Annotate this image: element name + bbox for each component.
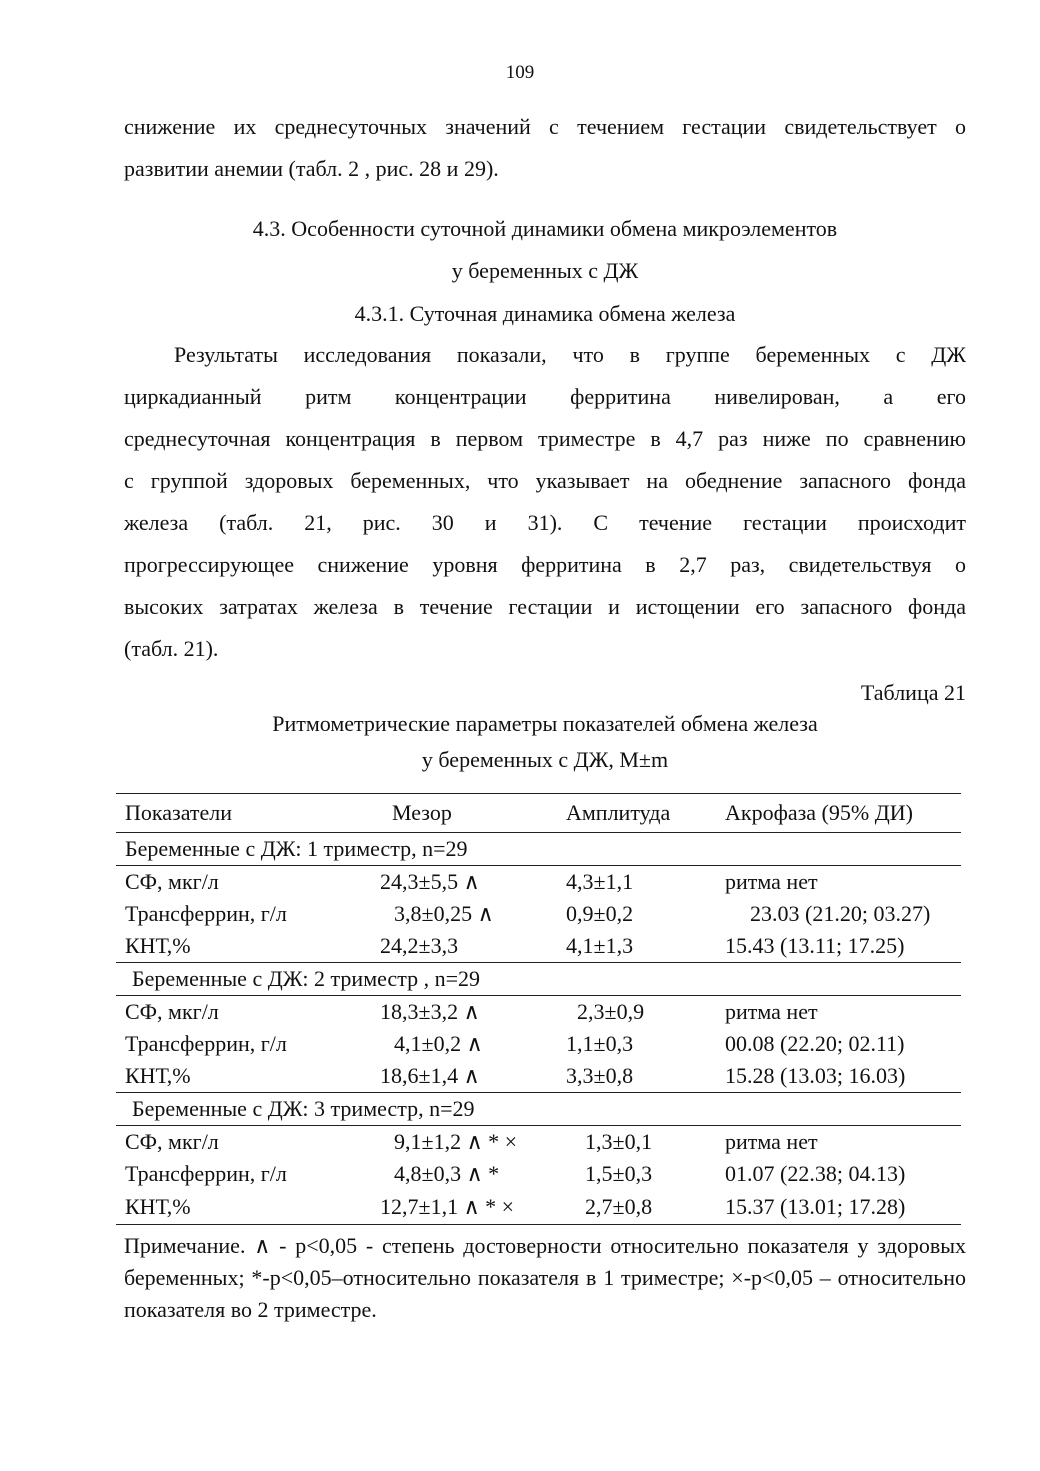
table-cell: СФ, мкг/л — [125, 999, 219, 1024]
table-cell: ритма нет — [725, 1129, 818, 1154]
section-heading-line: у беременных с ДЖ — [451, 258, 639, 283]
table-label: Таблица 21 — [860, 680, 966, 705]
table-cell: 15.37 (13.01; 17.28) — [716, 1190, 961, 1225]
table-cell: 24,2±3,3 — [380, 933, 459, 958]
table-note: Примечание. ∧ - p<0,05 - степень достоверности относительно показателя у здоровых беременных; *-p<0,05–относительно показателя в 1 триместре; ×-p<0,05 – относительно показателя во 2 триместре. — [124, 1233, 966, 1322]
table-cell: 24,3±5,5 ∧ — [380, 869, 480, 894]
table-row — [116, 1190, 961, 1225]
table-row — [116, 1028, 961, 1060]
section-heading-line: 4.3. Особенности суточной динамики обмена микроэлементов — [252, 216, 838, 241]
paragraph-2-line: среднесуточная концентрация в первом триместре в 4,7 раз ниже по сравнению — [124, 426, 966, 451]
paragraph-2-line: прогрессирующее снижение уровня ферритина в 2,7 раз, свидетельствуя о — [124, 552, 966, 577]
table-cell: 15.28 (13.03; 16.03) — [725, 1063, 906, 1088]
paragraph-2 — [124, 334, 966, 670]
table-row — [116, 1126, 961, 1159]
group-title: Беременные с ДЖ: 3 триместр, n=29 — [116, 1093, 961, 1126]
table-caption-line: у беременных с ДЖ, M±m — [421, 747, 669, 772]
group-title-row — [116, 963, 961, 996]
table-cell: 4,3±1,1 — [566, 869, 634, 894]
table-cell: КНТ,% — [116, 1190, 360, 1225]
table-cell: 4,1±1,3 — [566, 933, 634, 958]
table-row — [116, 930, 961, 963]
table-cell: 00.08 (22.20; 02.11) — [725, 1031, 905, 1056]
header-cell: Акрофаза (95% ДИ) — [716, 794, 961, 833]
paragraph-1-line: снижение их среднесуточных значений с течением гестации свидетельствует о — [124, 114, 966, 139]
table-cell: 18,3±3,2 ∧ — [380, 999, 480, 1024]
table-cell: 01.07 (22.38; 04.13) — [725, 1161, 906, 1186]
table-cell: 4,1±0,2 ∧ — [394, 1031, 483, 1056]
table-cell: СФ, мкг/л — [125, 869, 219, 894]
header-cell: Показатели — [116, 794, 360, 833]
table-row — [116, 1060, 961, 1093]
table-row — [116, 898, 961, 930]
table-cell: Трансферрин, г/л — [125, 901, 287, 926]
header-cell: Амплитуда — [557, 794, 716, 833]
paragraph-2-line: с группой здоровых беременных, что указывает на обеднение запасного фонда — [124, 468, 966, 493]
table-cell: 0,9±0,2 — [566, 901, 634, 926]
table-cell: КНТ,% — [125, 933, 191, 958]
section-heading — [124, 208, 966, 292]
header-cell: Мезор — [360, 794, 557, 833]
table-cell: 12,7±1,1 ∧ * × — [360, 1190, 557, 1225]
table-row — [116, 866, 961, 899]
table-cell: 1,5±0,3 — [585, 1161, 653, 1186]
table-header-row — [116, 794, 961, 833]
paragraph-1-line: развитии анемии (табл. 2 , рис. 28 и 29). — [124, 156, 499, 181]
table-row — [116, 996, 961, 1029]
table-caption-line: Ритмометрические параметры показателей обмена железа — [272, 711, 818, 736]
table-cell: ритма нет — [725, 999, 818, 1024]
page-number: 109 — [505, 62, 535, 83]
table-cell: 1,1±0,3 — [566, 1031, 634, 1056]
paragraph-2-line: высоких затратах железа в течение гестации и истощении его запасного фонда — [124, 594, 966, 619]
table-cell: КНТ,% — [125, 1063, 191, 1088]
paragraph-2-line: циркадианный ритм концентрации ферритина нивелирован, а его — [124, 384, 966, 409]
iron-rhythm-table — [116, 793, 961, 1225]
table-cell: 9,1±1,2 ∧ * × — [394, 1129, 518, 1154]
group-title: Беременные с ДЖ: 1 триместр, n=29 — [116, 833, 961, 866]
table-cell: 18,6±1,4 ∧ — [380, 1063, 480, 1088]
table-row — [116, 1158, 961, 1190]
table-cell: 3,3±0,8 — [566, 1063, 634, 1088]
paragraph-1 — [124, 106, 966, 190]
paragraph-2-line: железа (табл. 21, рис. 30 и 31). С течение гестации происходит — [124, 510, 966, 535]
group-title-row — [116, 1093, 961, 1126]
subsection-heading: 4.3.1. Суточная динамика обмена железа — [354, 301, 736, 326]
table-cell: ритма нет — [725, 869, 818, 894]
group-title-row — [116, 833, 961, 866]
table-cell: 23.03 (21.20; 03.27) — [750, 901, 931, 926]
group-title: Беременные с ДЖ: 2 триместр , n=29 — [116, 963, 961, 996]
table-cell: 2,3±0,9 — [577, 999, 645, 1024]
table-cell: 3,8±0,25 ∧ — [394, 901, 494, 926]
table-cell: Трансферрин, г/л — [125, 1031, 287, 1056]
table-cell: 4,8±0,3 ∧ * — [394, 1161, 500, 1186]
paragraph-2-line: (табл. 21). — [124, 636, 219, 661]
paragraph-2-line: Результаты исследования показали, что в группе беременных с ДЖ — [174, 342, 966, 367]
table-cell: 2,7±0,8 — [557, 1190, 716, 1225]
table-cell: 1,3±0,1 — [585, 1129, 653, 1154]
table-cell: СФ, мкг/л — [125, 1129, 219, 1154]
table-cell: 15.43 (13.11; 17.25) — [725, 933, 905, 958]
table-caption — [124, 706, 966, 778]
table-cell: Трансферрин, г/л — [125, 1161, 287, 1186]
